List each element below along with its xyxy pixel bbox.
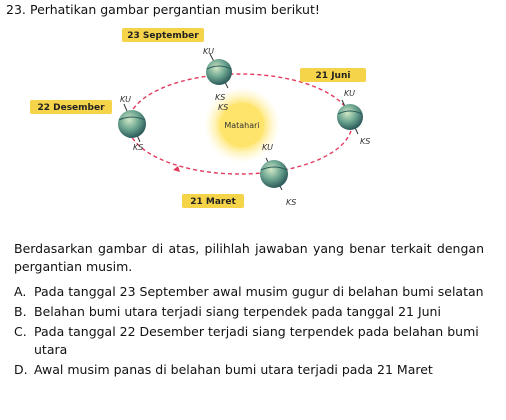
season-diagram (0, 22, 506, 222)
pole-south-label: KS (360, 137, 371, 146)
option-text: Pada tanggal 22 Desember terjadi siang terpendek pada belahan bumi utara (34, 324, 479, 357)
pole-south-label: KS (133, 143, 144, 152)
option-text: Awal musim panas di belahan bumi utara terjadi pada 21 Maret (34, 362, 433, 377)
option-text: Belahan bumi utara terjadi siang terpendek pada tanggal 21 Juni (34, 304, 441, 319)
option-d[interactable] (14, 361, 484, 379)
option-letter: A. (14, 284, 27, 299)
intro-text: Berdasarkan gambar di atas, pilihlah jawaban yang benar terkait dengan pergantian musim. (14, 241, 484, 274)
option-text: Pada tanggal 23 September awal musim gugur di belahan bumi selatan (34, 284, 484, 299)
date-label-june: 21 Juni (315, 71, 351, 81)
pole-south-label: KS (286, 198, 297, 207)
pole-south-label: KS (218, 103, 229, 112)
earth-march (260, 158, 288, 190)
question-header (6, 2, 320, 17)
orbit-arrow-icon (173, 166, 180, 172)
option-c[interactable] (14, 323, 484, 359)
earth-june (337, 100, 363, 134)
date-label-september: 23 September (127, 31, 199, 41)
answer-options (14, 283, 484, 381)
option-letter: D. (14, 362, 28, 377)
pole-north-label: KU (262, 143, 273, 152)
date-label-march: 21 Maret (190, 197, 236, 207)
pole-north-label: KU (203, 47, 214, 56)
pole-north-label: KU (120, 95, 131, 104)
option-letter: C. (14, 324, 27, 339)
earth-september (206, 54, 232, 88)
option-b[interactable] (14, 303, 484, 321)
pole-north-label: KU (344, 89, 355, 98)
option-a[interactable] (14, 283, 484, 301)
date-label-december: 22 Desember (37, 103, 105, 113)
question-prompt: Perhatikan gambar pergantian musim berikut! (30, 2, 320, 17)
option-letter: B. (14, 304, 27, 319)
earth-december (118, 104, 146, 142)
sun-label: Matahari (224, 121, 260, 130)
pole-south-label: KS (215, 93, 226, 102)
question-number: 23. (6, 2, 26, 17)
